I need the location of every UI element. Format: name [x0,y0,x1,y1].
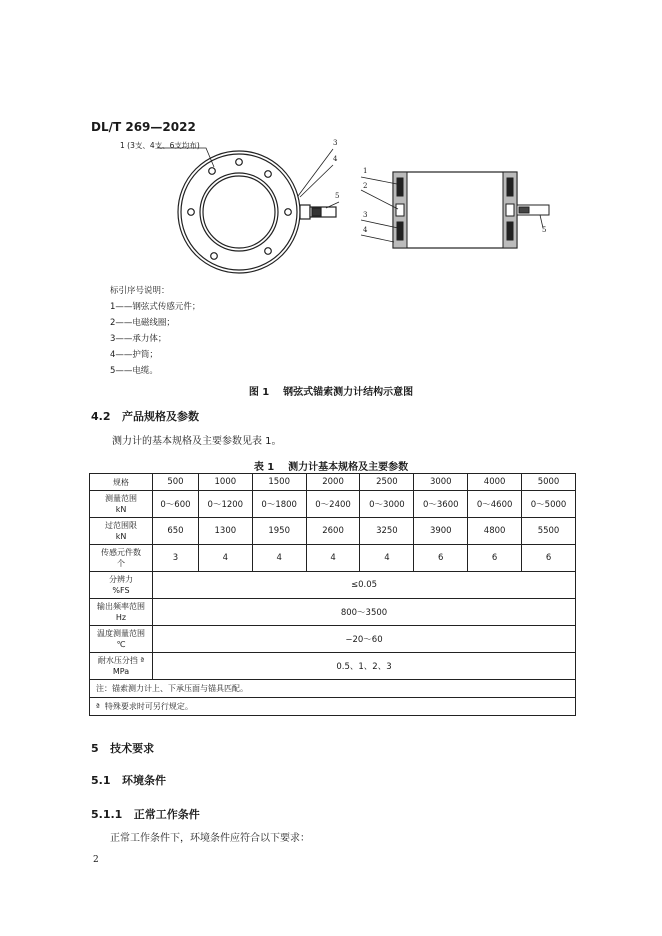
callout-label-1: 1 (3支、4支、6支均布) [120,141,200,150]
table-cell: ≤0.05 [153,572,576,599]
table-cell: 4800 [468,518,522,545]
table-cell: 0～3000 [360,491,414,518]
row-header-line: 传感元件数 [101,548,141,557]
table-row [90,491,576,518]
table-caption: 表 1 测力计基本规格及主要参数 [253,462,409,473]
row-header-line: 输出频率范围 [97,602,145,611]
document-code: DL/T 269—2022 [91,120,196,134]
label-4: 4 [333,155,338,163]
legend-item: 4——护筒； [110,350,158,360]
section-view [361,172,549,248]
row-header-line: 温度测量范围 [97,629,145,638]
row-header-line: 分辨力 [109,575,133,584]
section-heading-4-2: 4.2 产品规格及参数 [91,410,199,423]
table-row [90,680,576,698]
table-cell: 6 [414,545,468,572]
table-cell: 1500 [252,474,306,491]
sensor-hole [209,168,216,175]
legend-item: 5——电缆。 [110,366,158,376]
table-footnote: ª 特殊要求时可另行规定。 [90,698,576,716]
legend-item: 2——电磁线圈； [110,318,175,328]
ring-view [157,148,339,273]
sensor-hole [265,171,272,178]
table-cell: 4 [198,545,252,572]
legend-title: 标引序号说明： [110,286,170,296]
table-cell: 0.5、1、2、3 [153,653,576,680]
table-cell: 3 [153,545,199,572]
row-header-unit: 个 [117,559,125,568]
table-row [90,653,576,680]
table-cell: 0～600 [153,491,199,518]
label-5: 5 [335,192,340,200]
section-heading-5-1-1: 5.1.1 正常工作条件 [91,808,200,821]
sensor-hole [265,248,272,255]
table-cell: 5500 [522,518,576,545]
row-header [90,518,153,545]
row-header [90,653,153,680]
table-cell: 0～5000 [522,491,576,518]
table-cell: 4000 [468,474,522,491]
table-note: 注：锚索测力计上、下承压面与锚具匹配。 [90,680,576,698]
section-label-3: 3 [363,211,368,219]
table-cell: 6 [468,545,522,572]
table-cell: 3900 [414,518,468,545]
row-header [90,599,153,626]
table-cell: 0～3600 [414,491,468,518]
table-row [90,572,576,599]
row-header-unit: kN [115,532,127,541]
sensor-hole [211,253,218,260]
row-header [90,572,153,599]
table-row [90,599,576,626]
row-header [90,545,153,572]
table-row [90,545,576,572]
structure-diagram [0,0,662,380]
table-cell: 4 [360,545,414,572]
table-cell: 1000 [198,474,252,491]
row-header-unit: %FS [112,586,130,595]
table-cell: 0～1200 [198,491,252,518]
row-header-unit: Hz [115,613,127,622]
section-label-2: 2 [363,182,368,190]
row-header: 规格 [90,474,153,491]
section-label-1: 1 [363,167,368,175]
table-cell: 0～2400 [306,491,360,518]
sensor-hole [285,209,292,216]
table-cell: 2500 [360,474,414,491]
table-cell: 4 [306,545,360,572]
table-cell: 2000 [306,474,360,491]
row-header-unit: kN [115,505,127,514]
label-3: 3 [333,139,338,147]
row-header [90,626,153,653]
table-row [90,474,576,491]
table-cell: 0～1800 [252,491,306,518]
section-label-4: 4 [363,226,368,234]
table-cell: 5000 [522,474,576,491]
table-cell: 6 [522,545,576,572]
table-cell: 1300 [198,518,252,545]
legend-item: 1——钢弦式传感元件； [110,302,201,312]
row-header [90,491,153,518]
table-cell: 0～4600 [468,491,522,518]
table-cell: 4 [252,545,306,572]
table-cell: 2600 [306,518,360,545]
table-cell: 800～3500 [153,599,576,626]
spec-table [89,473,576,716]
section-text: 测力计的基本规格及主要参数见表 1。 [112,436,282,447]
table-row [90,698,576,716]
table-cell: 650 [153,518,199,545]
table-row [90,626,576,653]
sensor-hole [236,159,243,166]
table-cell: −20～60 [153,626,576,653]
table-cell: 3000 [414,474,468,491]
table-cell: 500 [153,474,199,491]
legend-item: 3——承力体； [110,334,167,344]
figure-caption: 图 1 钢弦式锚索测力计结构示意图 [248,387,414,398]
section-heading-5-1: 5.1 环境条件 [91,774,166,787]
table-cell: 3250 [360,518,414,545]
row-header-unit: MPa [112,667,130,676]
sensor-hole [188,209,195,216]
section-heading-5: 5 技术要求 [91,742,155,755]
table-cell: 1950 [252,518,306,545]
page-number: 2 [93,855,99,865]
table-row [90,518,576,545]
row-header-line: 耐水压分挡 ª [97,656,145,665]
section-label-5: 5 [542,226,547,234]
row-header-line: 过范围限 [105,521,137,530]
row-header-unit: ℃ [116,640,126,649]
section-text: 正常工作条件下，环境条件应符合以下要求： [110,833,310,844]
row-header-line: 测量范围 [105,494,137,503]
